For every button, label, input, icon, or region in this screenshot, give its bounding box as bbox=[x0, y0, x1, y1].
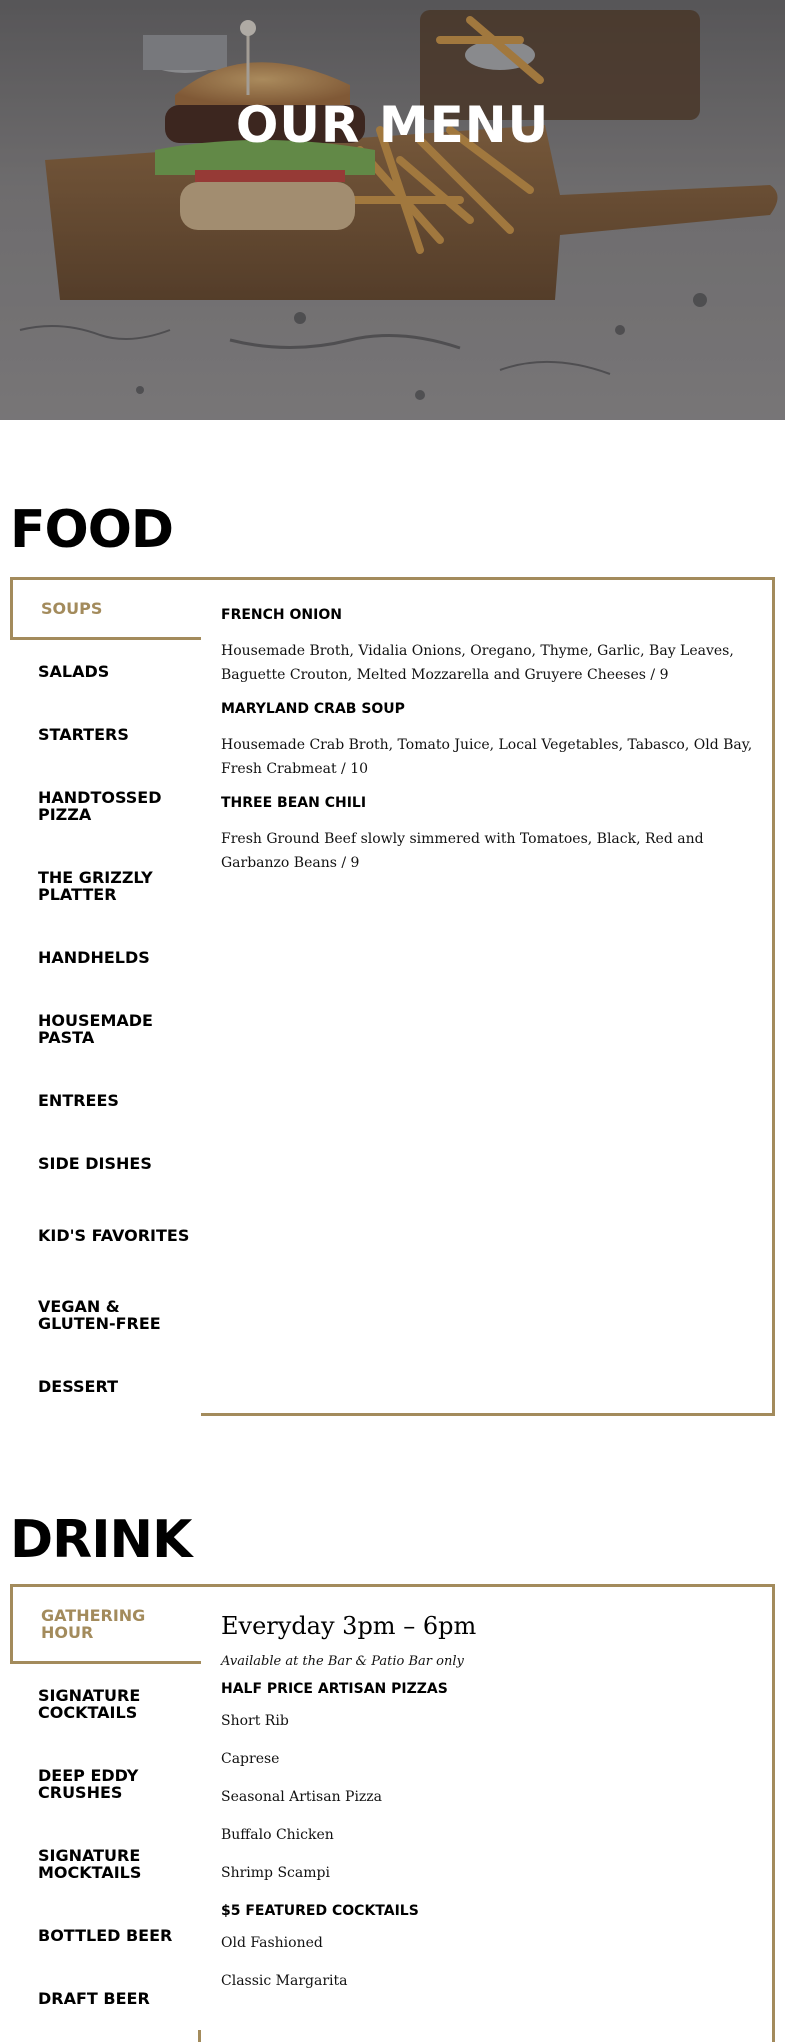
list-item: Buffalo Chicken bbox=[221, 1827, 334, 1843]
page-title: OUR MENU bbox=[235, 96, 550, 154]
menu-item-name: FRENCH ONION bbox=[221, 607, 342, 623]
panel-heading: Everyday 3pm – 6pm bbox=[221, 1612, 477, 1640]
hero-overlay bbox=[0, 0, 785, 420]
tab-vegan-gluten-free[interactable]: VEGAN & GLUTEN-FREE bbox=[10, 1275, 201, 1355]
list-item: Seasonal Artisan Pizza bbox=[221, 1789, 383, 1805]
menu-item-description: Fresh Ground Beef slowly simmered with Tomatoes, Black, Red and Garbanzo Beans / 9 bbox=[221, 831, 704, 871]
tab-soups[interactable]: SOUPS bbox=[10, 577, 201, 640]
panel-note: Available at the Bar & Patio Bar only bbox=[221, 1654, 464, 1669]
tab-kids-favorites[interactable]: KID'S FAVORITES bbox=[10, 1195, 201, 1275]
food-menu bbox=[10, 577, 775, 1416]
food-tab-list bbox=[10, 577, 201, 1418]
food-section-title: FOOD bbox=[10, 500, 174, 560]
gathering-hour-panel bbox=[221, 1612, 755, 2011]
tab-handhelds[interactable]: HANDHELDS bbox=[10, 926, 201, 989]
menu-group-name: $5 FEATURED COCKTAILS bbox=[221, 1903, 419, 1919]
tab-signature-cocktails[interactable]: SIGNATURE COCKTAILS bbox=[10, 1664, 201, 1744]
tab-draft-beer[interactable]: DRAFT BEER bbox=[10, 1967, 201, 2030]
list-item: Classic Margarita bbox=[221, 1973, 348, 1989]
soups-panel bbox=[221, 607, 755, 889]
list-item: Shrimp Scampi bbox=[221, 1865, 330, 1881]
tab-handtossed-pizza[interactable]: HANDTOSSED PIZZA bbox=[10, 766, 201, 846]
drink-tab-list bbox=[10, 1584, 201, 2030]
tab-housemade-pasta[interactable]: HOUSEMADE PASTA bbox=[10, 989, 201, 1069]
list-item: Short Rib bbox=[221, 1713, 289, 1729]
tab-the-grizzly-platter[interactable]: THE GRIZZLY PLATTER bbox=[10, 846, 201, 926]
list-item: Old Fashioned bbox=[221, 1935, 323, 1951]
menu-item-name: THREE BEAN CHILI bbox=[221, 795, 367, 811]
drink-section-title: DRINK bbox=[10, 1510, 192, 1570]
menu-item-name: MARYLAND CRAB SOUP bbox=[221, 701, 405, 717]
menu-item-description: Housemade Broth, Vidalia Onions, Oregano, Thyme, Garlic, Bay Leaves, Baguette Crouton, Melted Mozzarella and Gruyere Cheeses / 9 bbox=[221, 643, 734, 683]
tab-salads[interactable]: SALADS bbox=[10, 640, 201, 703]
tab-bottled-beer[interactable]: BOTTLED BEER bbox=[10, 1904, 201, 1967]
drink-menu bbox=[10, 1584, 775, 2042]
tab-dessert[interactable]: DESSERT bbox=[10, 1355, 201, 1418]
tab-starters[interactable]: STARTERS bbox=[10, 703, 201, 766]
menu-group-name: HALF PRICE ARTISAN PIZZAS bbox=[221, 1681, 448, 1697]
tab-entrees[interactable]: ENTREES bbox=[10, 1069, 201, 1132]
tab-gathering-hour[interactable]: GATHERING HOUR bbox=[10, 1584, 201, 1664]
tab-side-dishes[interactable]: SIDE DISHES bbox=[10, 1132, 201, 1195]
tab-deep-eddy-crushes[interactable]: DEEP EDDY CRUSHES bbox=[10, 1744, 201, 1824]
menu-item-description: Housemade Crab Broth, Tomato Juice, Local Vegetables, Tabasco, Old Bay, Fresh Crabmeat / 10 bbox=[221, 737, 753, 777]
list-item: Caprese bbox=[221, 1751, 280, 1767]
hero-banner bbox=[0, 0, 785, 420]
tab-signature-mocktails[interactable]: SIGNATURE MOCKTAILS bbox=[10, 1824, 201, 1904]
